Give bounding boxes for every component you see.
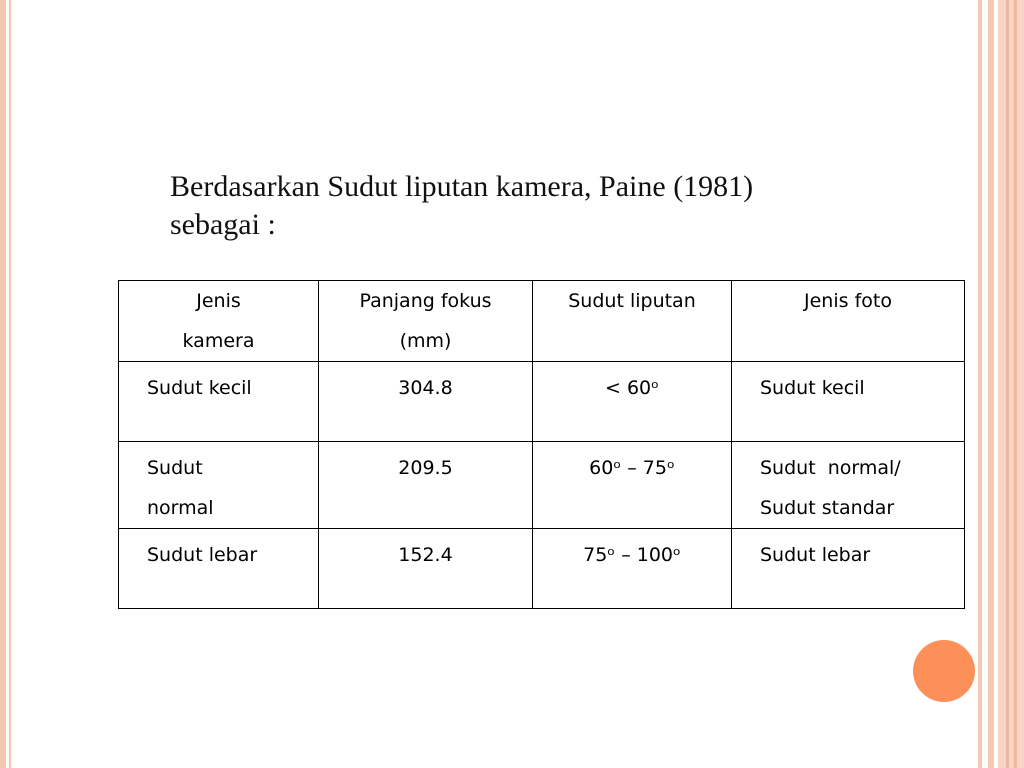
- header-text: (mm): [399, 330, 452, 352]
- cell-text: Sudut: [147, 457, 203, 479]
- heading-line-2: sebagai :: [170, 208, 276, 241]
- heading-line-1: Berdasarkan Sudut liputan kamera, Paine (1981): [170, 170, 754, 203]
- cell-text: Sudut kecil: [760, 377, 865, 399]
- header-cell-sudut-liputan: [533, 281, 732, 362]
- cell-text: Sudut kecil: [147, 377, 252, 399]
- cell-text: Sudut normal/: [760, 457, 901, 479]
- cell-text: 60ᵒ – 75ᵒ: [589, 457, 675, 479]
- header-cell-jenis-kamera: [119, 281, 319, 362]
- cell-text: Sudut standar: [760, 497, 895, 519]
- camera-angle-table: [118, 280, 965, 609]
- table-row: [119, 362, 965, 442]
- header-text: kamera: [182, 330, 255, 352]
- frame-right-line-1: [978, 0, 982, 768]
- cell-text: Sudut lebar: [147, 544, 258, 566]
- frame-right-line-4: [1014, 0, 1017, 768]
- table-row: [119, 529, 965, 609]
- decorative-circle: [913, 640, 975, 702]
- table-cell: [533, 362, 732, 442]
- table-cell: [732, 442, 965, 529]
- cell-text: 209.5: [398, 457, 453, 479]
- header-text: Jenis foto: [804, 290, 892, 312]
- header-text: Jenis: [196, 290, 241, 312]
- header-text: Sudut liputan: [568, 290, 696, 312]
- table-row: [119, 442, 965, 529]
- header-cell-jenis-foto: [732, 281, 965, 362]
- table-cell: [119, 362, 319, 442]
- table-cell: [533, 442, 732, 529]
- table-cell: [319, 529, 533, 609]
- cell-text: Sudut lebar: [760, 544, 871, 566]
- cell-text: 152.4: [398, 544, 453, 566]
- cell-text: normal: [147, 497, 214, 519]
- table-cell: [319, 362, 533, 442]
- table-cell: [533, 529, 732, 609]
- table-cell: [732, 529, 965, 609]
- cell-text: < 60ᵒ: [605, 377, 659, 399]
- frame-left-inner: [9, 0, 11, 768]
- frame-right-line-3: [1006, 0, 1009, 768]
- table-cell: [119, 529, 319, 609]
- table-cell: [319, 442, 533, 529]
- table-cell: [119, 442, 319, 529]
- cell-text: 304.8: [398, 377, 453, 399]
- cell-text: 75ᵒ – 100ᵒ: [583, 544, 681, 566]
- table-cell: [732, 362, 965, 442]
- header-cell-panjang-fokus: [319, 281, 533, 362]
- frame-left-outer: [0, 0, 6, 768]
- frame-right-line-2: [988, 0, 994, 768]
- table-header-row: [119, 281, 965, 362]
- header-text: Panjang fokus: [359, 290, 492, 312]
- slide-heading: [170, 168, 970, 244]
- frame-right-band: [998, 0, 1024, 768]
